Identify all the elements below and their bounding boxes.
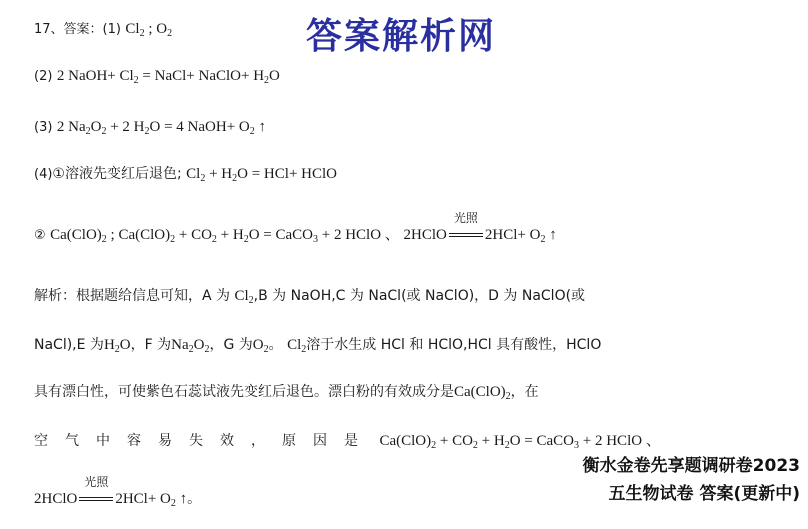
part-number: (4) xyxy=(34,167,53,182)
footer-line-1: 衡水金卷先享题调研卷2023 xyxy=(582,456,800,476)
analysis-line-5 xyxy=(34,475,202,509)
equation: 2 NaOH+ $Cl_2$ = NaCl+ NaClO+ $H_2O$ xyxy=(56,68,280,86)
analysis-line-2 xyxy=(34,336,601,354)
analysis-line-1 xyxy=(34,287,585,305)
analysis-text: 根据题给信息可知，A 为 xyxy=(76,288,235,304)
watermark: 答案解析网 xyxy=(306,16,497,57)
part-number: (1) xyxy=(102,22,121,37)
formula: $H_2O$ xyxy=(103,337,131,355)
analysis-label: 解析： xyxy=(34,288,76,304)
observation-text: ①溶液先变红后退色; xyxy=(52,166,182,182)
equation: $Ca(ClO)_2$ ; $Ca(ClO)_2 + CO_2 + H_2O$ = CaCO$_3$ + 2 HClO 、 2HClO xyxy=(50,227,447,245)
answer-part-3 xyxy=(34,118,266,137)
answer-part-1 xyxy=(34,20,172,39)
formula: $Cl_2$ xyxy=(234,288,254,306)
analysis-text: 。 xyxy=(268,337,283,353)
analysis-text: ，G 为 xyxy=(209,337,253,353)
analysis-line-4 xyxy=(34,432,661,450)
answer-part-5 xyxy=(34,211,557,245)
footer-caption xyxy=(583,452,800,508)
condition-label: 光照 xyxy=(84,475,109,489)
part-number: ② xyxy=(34,228,46,243)
formula: $Ca(ClO)_2$ xyxy=(454,384,511,402)
answer-part-2 xyxy=(34,67,280,86)
formula: $Na_2O_2$ xyxy=(171,337,210,355)
analysis-text: ，F 为 xyxy=(130,337,172,353)
analysis-text: 溶于水生成 HCl 和 HClO,HCl 具有酸性，HClO xyxy=(306,337,602,353)
answer-part-4 xyxy=(34,165,337,184)
equation: 2HClO xyxy=(34,491,78,507)
equation: 2 $Na_2O_2 + 2$ $H_2O = 4$ NaOH+ $O_2$ ↑ xyxy=(56,119,267,137)
analysis-text: NaCl),E 为 xyxy=(34,337,104,353)
analysis-text: 原因是 xyxy=(282,433,375,449)
analysis-text: ,B 为 NaOH,C 为 NaCl(或 NaClO)，D 为 NaClO(或 xyxy=(253,288,586,304)
equation-products: $2HCl+ O_2$ ↑ xyxy=(115,491,188,509)
equation: $Ca(ClO)_2 + CO_2 + H_2O$ = CaCO$_3$ + 2 HClO 、 xyxy=(379,433,661,451)
part-number: (3) xyxy=(34,120,53,135)
equation-products: $2HCl+ O_2$ ↑ xyxy=(484,227,557,245)
equation: $Cl_2 + H_2O = HCl+$ HClO xyxy=(186,166,337,184)
condition-label: 光照 xyxy=(453,211,478,225)
reaction-condition xyxy=(449,211,483,244)
part-number: (2) xyxy=(34,69,53,84)
analysis-text: ，在 xyxy=(510,384,539,400)
analysis-text: 具有漂白性，可使紫色石蕊试液先变红后退色。漂白粉的有效成分是 xyxy=(34,384,454,400)
analysis-line-3 xyxy=(34,383,539,401)
reaction-condition xyxy=(79,475,113,508)
formula: $O_2$ xyxy=(252,337,269,355)
formula: $Cl_2$ ; $O_2$ xyxy=(125,21,173,39)
question-label: 17、答案： xyxy=(34,22,103,37)
analysis-text: 空气中容易失效， xyxy=(34,433,282,449)
footer-line-2: 五生物试卷 答案(更新中) xyxy=(608,484,800,504)
formula: $Cl_2$ xyxy=(287,337,307,355)
analysis-text: 。 xyxy=(187,491,202,507)
